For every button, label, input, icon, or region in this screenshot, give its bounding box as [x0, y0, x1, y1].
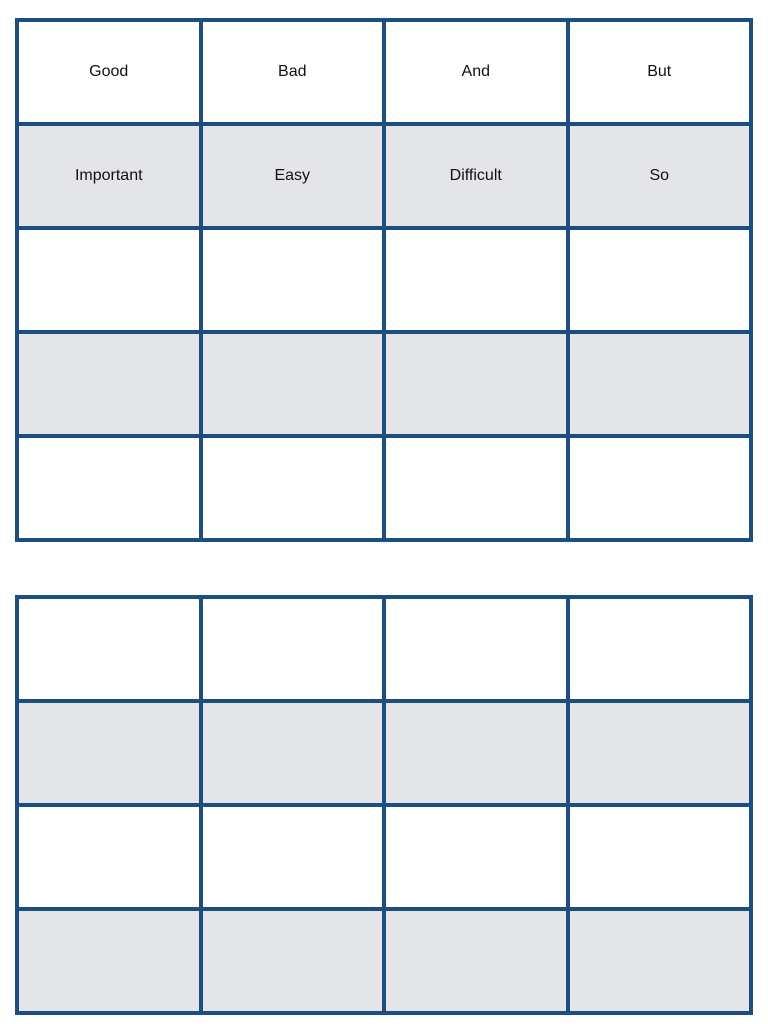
table-row: [17, 805, 751, 909]
grid-cell: So: [568, 124, 752, 228]
grid-cell: [384, 805, 568, 909]
grid-cell: But: [568, 20, 752, 124]
table-row: [17, 228, 751, 332]
table-row: [17, 332, 751, 436]
grid-cell: [568, 597, 752, 701]
table-row: [17, 701, 751, 805]
grid-cell: [384, 909, 568, 1013]
grid-cell: [568, 436, 752, 540]
grid-cell: [568, 805, 752, 909]
grid-cell: Easy: [201, 124, 385, 228]
table-row: [17, 124, 751, 228]
grid-cell: [201, 701, 385, 805]
table-row: [17, 436, 751, 540]
grid-cell: Bad: [201, 20, 385, 124]
word-grid-table-2: [15, 595, 753, 1015]
table-row: [17, 597, 751, 701]
grid-cell: [201, 436, 385, 540]
table-row: [17, 20, 751, 124]
grid-cell: [384, 436, 568, 540]
grid-cell: [384, 597, 568, 701]
table-row: [17, 909, 751, 1013]
grid-cell: [568, 332, 752, 436]
grid-cell: Important: [17, 124, 201, 228]
grid-cell: [201, 228, 385, 332]
grid-cell: [17, 909, 201, 1013]
grid-cell: [201, 597, 385, 701]
grid-cell: [384, 228, 568, 332]
grid-cell: Difficult: [384, 124, 568, 228]
grid-cell: And: [384, 20, 568, 124]
grid-cell: [17, 332, 201, 436]
grid-cell: [17, 701, 201, 805]
grid-cell: [384, 332, 568, 436]
grid-cell: [201, 909, 385, 1013]
word-grid-table-1: [15, 18, 753, 542]
grid-cell: Good: [17, 20, 201, 124]
grid-cell: [568, 701, 752, 805]
grid-cell: [17, 436, 201, 540]
grid-cell: [17, 228, 201, 332]
grid-cell: [384, 701, 568, 805]
grid-cell: [17, 805, 201, 909]
grid-cell: [568, 909, 752, 1013]
grid-cell: [201, 805, 385, 909]
grid-cell: [17, 597, 201, 701]
grid-cell: [568, 228, 752, 332]
grid-cell: [201, 332, 385, 436]
